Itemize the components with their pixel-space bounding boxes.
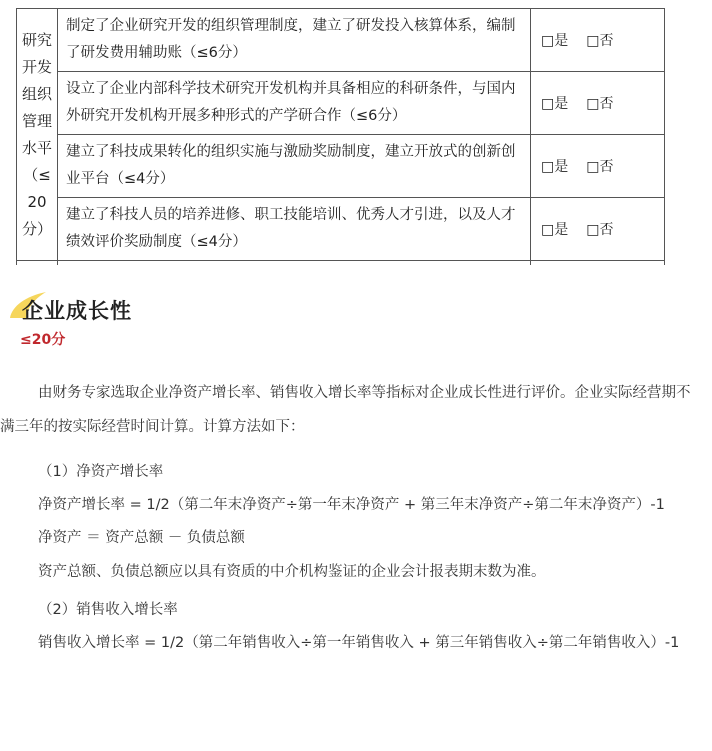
definition-text: 净资产 ＝ 资产总额 － 负债总额 <box>38 530 245 546</box>
no-checkbox[interactable]: □否 <box>586 96 614 112</box>
yes-checkbox[interactable]: □是 <box>541 159 569 175</box>
category-cell <box>17 9 58 261</box>
table-continuation <box>17 261 665 266</box>
section-score-limit: ≤20分 <box>20 332 66 348</box>
intro-paragraph: 由财务专家选取企业净资产增长率、销售收入增长率等指标对企业成长性进行评价。企业实际经营期不满三年的按实际经营时间计算。计算方法如下： <box>0 385 691 435</box>
category-line: 分） <box>21 219 52 238</box>
table-cell-empty <box>17 261 58 266</box>
category-line: 研究 <box>21 30 52 49</box>
criterion-text: 建立了科技人员的培养进修、职工技能培训、优秀人才引进，以及人才绩效评价奖励制度（≤4分） <box>58 198 531 261</box>
answer-cell <box>531 9 665 72</box>
yes-checkbox[interactable]: □是 <box>541 33 569 49</box>
no-checkbox[interactable]: □否 <box>586 159 614 175</box>
category-line: 组织 <box>21 84 52 103</box>
answer-cell <box>531 72 665 135</box>
criterion-text: 建立了科技成果转化的组织实施与激励奖励制度，建立开放式的创新创业平台（≤4分） <box>58 135 531 198</box>
criteria-table <box>16 8 665 265</box>
category-line: 水平 <box>21 138 52 157</box>
item-title: （2）销售收入增长率 <box>38 602 178 618</box>
section-title: 企业成长性 <box>22 299 132 323</box>
category-line: 20 <box>27 192 47 211</box>
table-cell-empty <box>531 261 665 266</box>
formula-text: 净资产增长率 = 1/2（第二年末净资产÷第一年末净资产 + 第三年末净资产÷第二年末净资产）-1 <box>38 497 665 513</box>
table-cell-empty <box>58 261 531 266</box>
table-row <box>17 135 665 198</box>
formula-text: 销售收入增长率 = 1/2（第二年销售收入÷第一年销售收入 + 第三年销售收入÷第二年销售收入）-1 <box>38 635 680 651</box>
yes-checkbox[interactable]: □是 <box>541 96 569 112</box>
note-text: 资产总额、负债总额应以具有资质的中介机构鉴证的企业会计报表期末数为准。 <box>38 564 546 580</box>
criterion-text: 制定了企业研究开发的组织管理制度，建立了研发投入核算体系，编制了研发费用辅助账（≤6分） <box>58 9 531 72</box>
item-title: （1）净资产增长率 <box>38 464 164 480</box>
no-checkbox[interactable]: □否 <box>586 33 614 49</box>
yes-checkbox[interactable]: □是 <box>541 222 569 238</box>
section-heading <box>6 288 306 350</box>
table-row <box>17 72 665 135</box>
category-line: （≤ <box>23 165 51 184</box>
article-body <box>0 376 700 661</box>
criterion-text: 设立了企业内部科学技术研究开发机构并具备相应的科研条件，与国内外研究开发机构开展多种形式的产学研合作（≤6分） <box>58 72 531 135</box>
category-line: 开发 <box>21 57 52 76</box>
answer-cell <box>531 135 665 198</box>
answer-cell <box>531 198 665 261</box>
table-row <box>17 198 665 261</box>
no-checkbox[interactable]: □否 <box>586 222 614 238</box>
table-row <box>17 9 665 72</box>
category-line: 管理 <box>21 111 52 130</box>
